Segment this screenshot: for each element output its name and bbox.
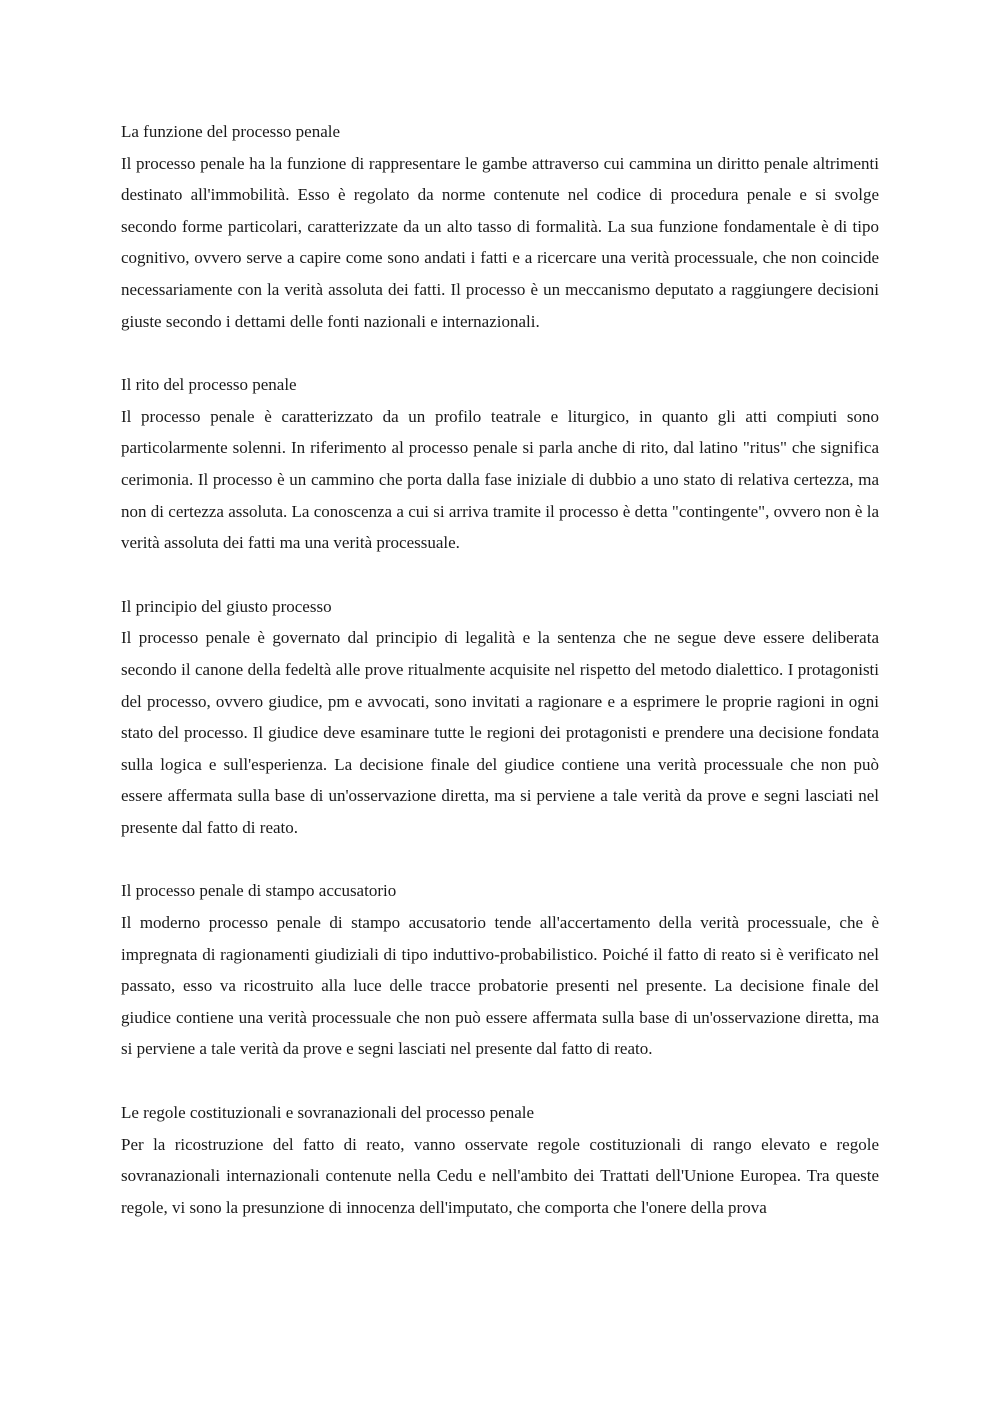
section-paragraph: Il moderno processo penale di stampo accusatorio tende all'accertamento della verità processuale, che è impregnata di ragionamenti giudiziali di tipo induttivo-probabilistico. Poiché il fatto di reato si è verificato nel passato, esso va ricostruito alla luce delle tracce probatorie presenti nel presente. La decisione finale del giudice contiene una verità processuale che non può essere affermata sulla base di un'osservazione diretta, ma si perviene a tale verità da prove e segni lasciati nel presente dal fatto di reato. xyxy=(121,913,879,1059)
section-paragraph: Il processo penale è caratterizzato da un profilo teatrale e liturgico, in quanto gli atti compiuti sono particolarmente solenni. In riferimento al processo penale si parla anche di rito, dal latino "ritus" che significa cerimonia. Il processo è un cammino che porta dalla fase iniziale di dubbio a uno stato di relativa certezza, ma non di certezza assoluta. La conoscenza a cui si arriva tramite il processo è detta "contingente", ovvero non è la verità assoluta dei fatti ma una verità processuale. xyxy=(121,406,879,553)
section-title: Le regole costituzionali e sovranazionali del processo penale xyxy=(121,1103,535,1123)
section-title: Il principio del giusto processo xyxy=(121,596,332,616)
section-paragraph: Il processo penale è governato dal principio di legalità e la sentenza che ne segue deve essere deliberata secondo il canone della fedeltà alle prove ritualmente acquisite nel rispetto del metodo dialettico. I protagonisti del processo, ovvero giudice, pm e avvocati, sono invitati a ragionare e a esprimere le proprie ragioni in ogni stato del processo. Il giudice deve esaminare tutte le regioni dei protagonisti e prendere una decisione fondata sulla logica e sull'esperienza. La decisione finale del giudice contiene una verità processuale che non può essere affermata sulla base di un'osservazione diretta, ma si perviene a tale verità da prove e segni lasciati nel presente dal fatto di reato. xyxy=(121,628,879,837)
document-content xyxy=(121,116,879,1255)
section-paragraph: Per la ricostruzione del fatto di reato, vanno osservate regole costituzionali di rango elevato e regole sovranazionali internazionali contenute nella Cedu e nell'ambito dei Trattati dell'Unione Europea. Tra queste regole, vi sono la presunzione di innocenza dell'imputato, che comporta che l'onere della prova xyxy=(121,1134,879,1217)
section-rito xyxy=(121,369,879,559)
section-giusto-processo xyxy=(121,591,879,844)
section-stampo-accusatorio xyxy=(121,875,879,1065)
section-funzione xyxy=(121,116,879,337)
section-paragraph: Il processo penale ha la funzione di rappresentare le gambe attraverso cui cammina un diritto penale altrimenti destinato all'immobilità. Esso è regolato da norme contenute nel codice di procedura penale e si svolge secondo forme particolari, caratterizzate da un alto tasso di formalità. La sua funzione fondamentale è di tipo cognitivo, ovvero serve a capire come sono andati i fatti e a ricercare una verità processuale, che non coincide necessariamente con la verità assoluta dei fatti. Il processo è un meccanismo deputato a raggiungere decisioni giuste secondo i dettami delle fonti nazionali e internazionali. xyxy=(121,153,879,331)
section-title: Il rito del processo penale xyxy=(121,375,297,395)
section-regole-costituzionali xyxy=(121,1097,879,1223)
section-title: Il processo penale di stampo accusatorio xyxy=(121,881,397,901)
section-title: La funzione del processo penale xyxy=(121,122,341,141)
